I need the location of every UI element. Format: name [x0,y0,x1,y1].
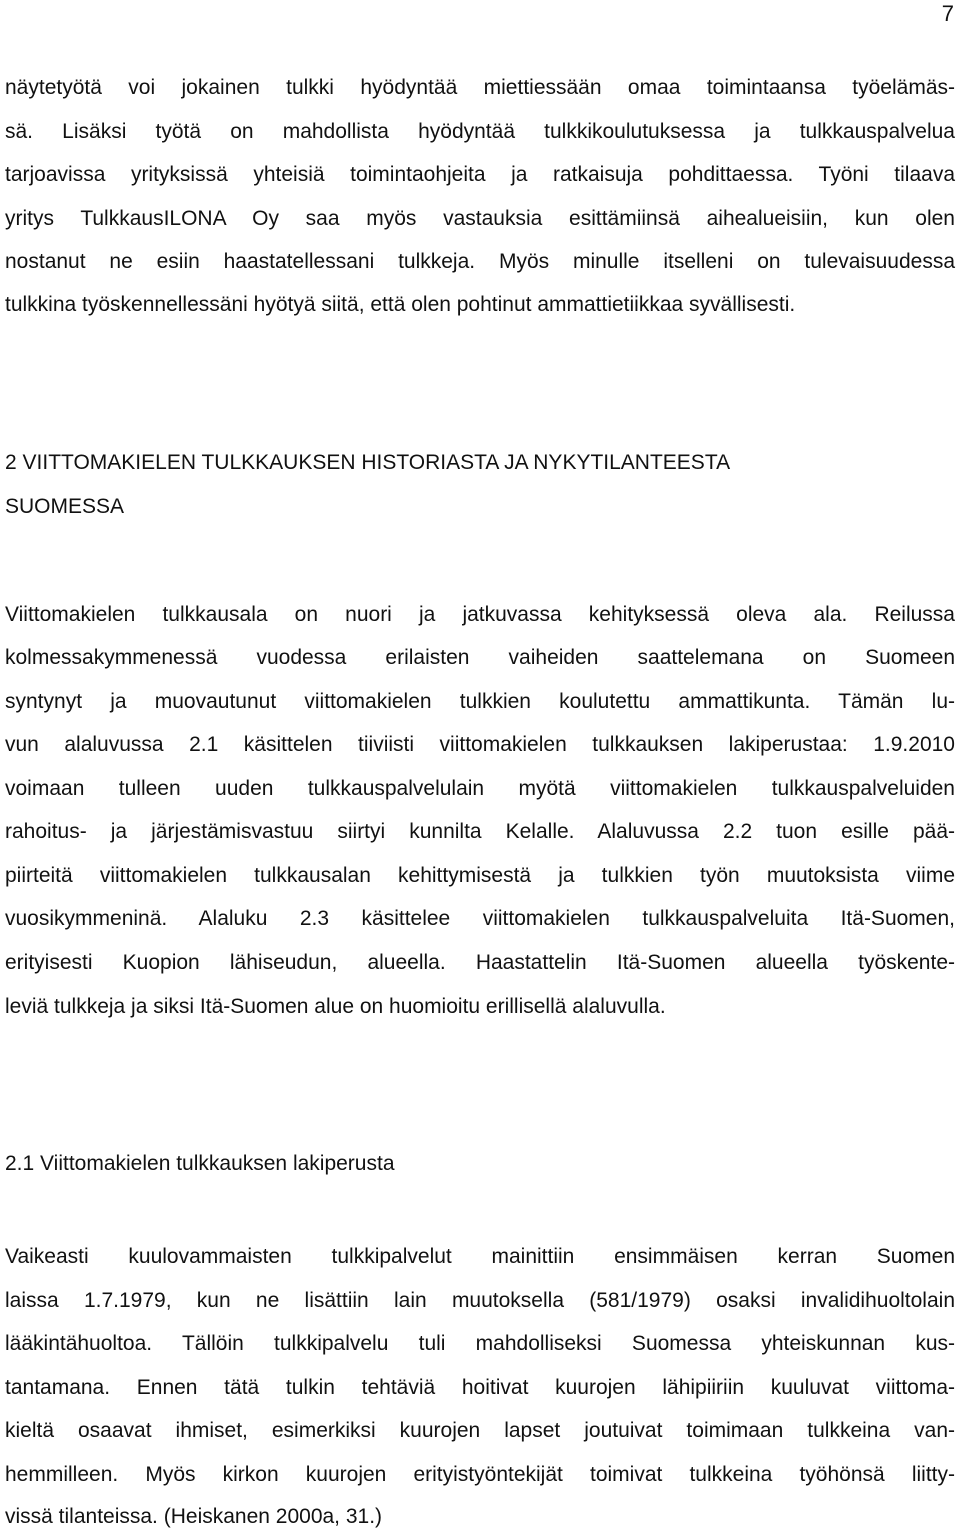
text-line: erityisesti Kuopion lähiseudun, alueella. Haastattelin Itä-Suomen alueella työskente- [5,951,955,974]
heading-line: 2 VIITTOMAKIELEN TULKKAUKSEN HISTORIASTA JA NYKYTILANTEESTA [5,451,731,474]
text-line: tantamana. Ennen tätä tulkin tehtäviä hoitivat kuurojen lähipiiriin kuuluvat viittoma- [5,1376,955,1399]
text-line: näytetyötä voi jokainen tulkki hyödyntää miettiessään omaa toimintaansa työelämäs- [5,76,955,99]
page-number: 7 [941,1,954,26]
text-line: rahoitus- ja järjestämisvastuu siirtyi kunnilta Kelalle. Alaluvussa 2.2 tuon esille pää- [5,820,955,843]
text-line: tulkkina työskennellessäni hyötyä siitä, että olen pohtinut ammattietiikkaa syvällisesti. [5,293,796,316]
text-line: vun alaluvussa 2.1 käsittelen tiiviisti viittomakielen tulkkauksen lakiperustaa: 1.9.2010 [5,733,955,756]
text-line: syntynyt ja muovautunut viittomakielen tulkkien koulutettu ammattikunta. Tämän lu- [5,690,955,713]
text-line: vissä tilanteissa. (Heiskanen 2000a, 31.) [5,1505,383,1528]
text-line: laissa 1.7.1979, kun ne lisättiin lain muutoksella (581/1979) osaksi invalidihuoltolain [5,1289,955,1312]
text-line: Viittomakielen tulkkausala on nuori ja jatkuvassa kehityksessä oleva ala. Reilussa [5,603,955,626]
text-line: voimaan tulleen uuden tulkkauspalvelulain myötä viittomakielen tulkkauspalveluiden [5,777,955,800]
text-line: leviä tulkkeja ja siksi Itä-Suomen alue on huomioitu erillisellä alaluvulla. [5,995,666,1018]
text-line: hemmilleen. Myös kirkon kuurojen erityistyöntekijät toimivat tulkkeina työhönsä liitty- [5,1463,955,1486]
text-line: yritys TulkkausILONA Oy saa myös vastauksia esittämiinsä aihealueisiin, kun olen [5,207,955,230]
text-line: tarjoavissa yrityksissä yhteisiä toimintaohjeita ja ratkaisuja pohdittaessa. Työni tilaava [5,163,955,186]
text-line: kieltä osaavat ihmiset, esimerkiksi kuurojen lapset joutuivat toimimaan tulkkeina van- [5,1419,955,1442]
text-line: vuosikymmeninä. Alaluku 2.3 käsittelee viittomakielen tulkkauspalveluita Itä-Suomen, [5,907,955,930]
text-line: piirteitä viittomakielen tulkkausalan kehittymisestä ja tulkkien työn muutoksista viime [5,864,955,887]
text-line: Vaikeasti kuulovammaisten tulkkipalvelut mainittiin ensimmäisen kerran Suomen [5,1245,955,1268]
heading-line: SUOMESSA [5,495,125,518]
text-line: lääkintähuoltoa. Tällöin tulkkipalvelu tuli mahdolliseksi Suomessa yhteiskunnan kus- [5,1332,955,1355]
text-line: kolmessakymmenessä vuodessa erilaisten vaiheiden saattelemana on Suomeen [5,646,955,669]
text-line: nostanut ne esiin haastatellessani tulkkeja. Myös minulle itselleni on tulevaisuudessa [5,250,955,273]
section-heading: 2.1 Viittomakielen tulkkauksen lakiperusta [5,1152,395,1175]
text-line: sä. Lisäksi työtä on mahdollista hyödyntää tulkkikoulutuksessa ja tulkkauspalvelua [5,120,955,143]
